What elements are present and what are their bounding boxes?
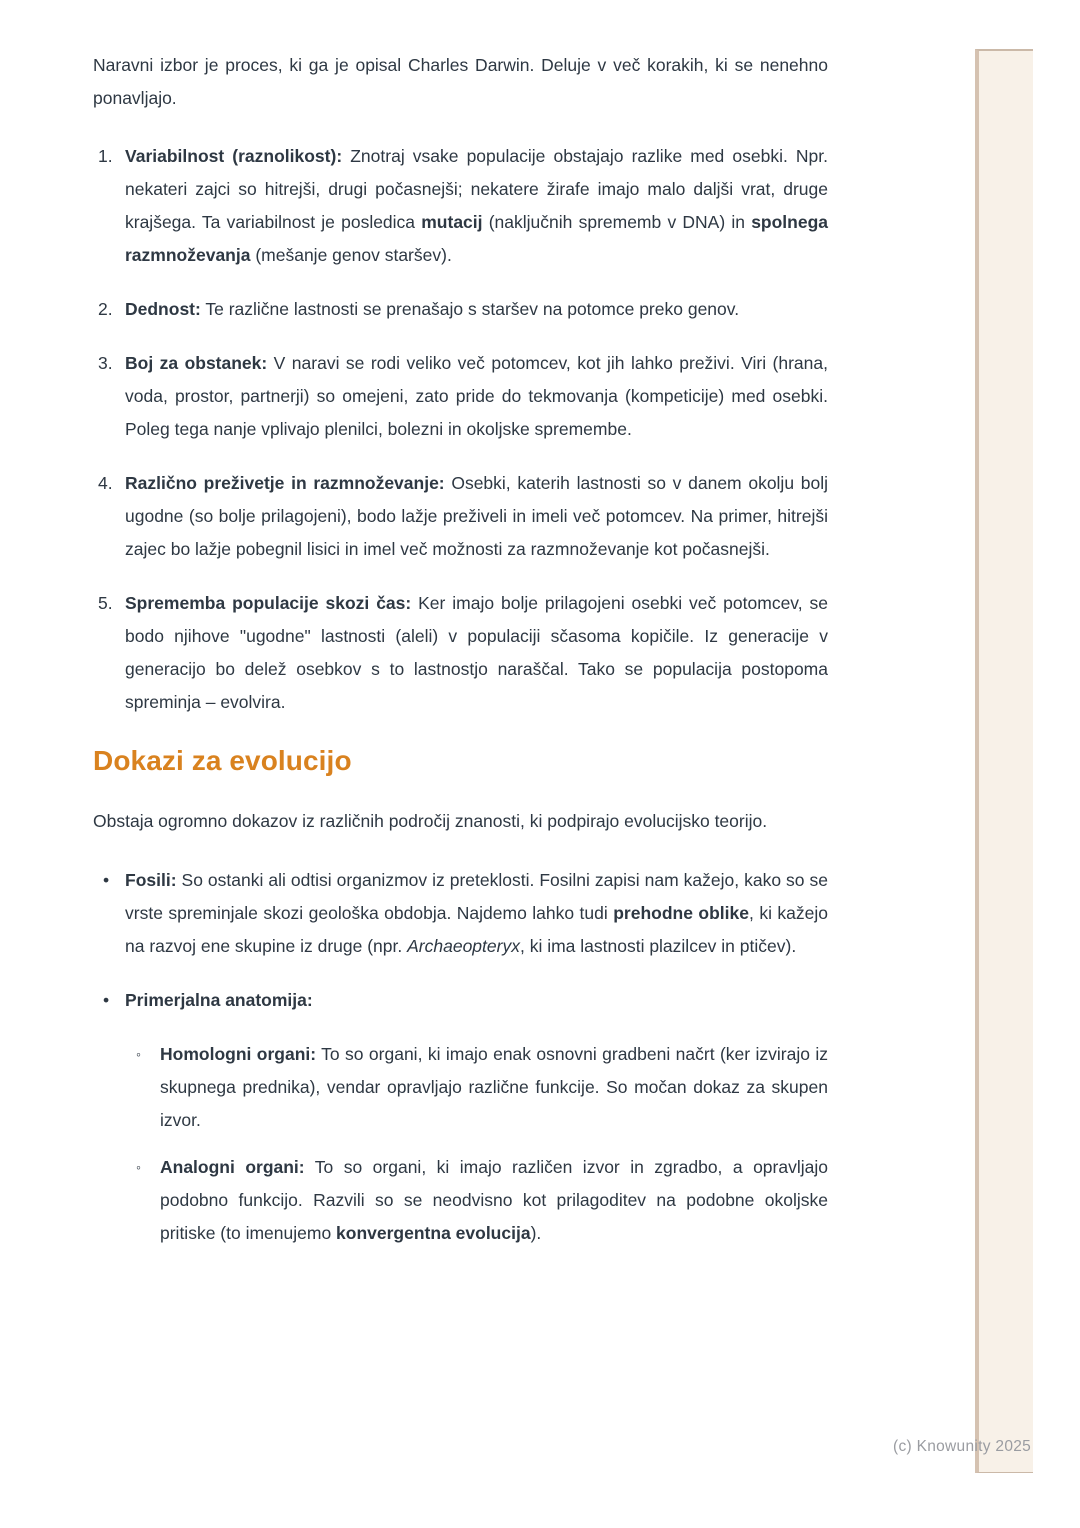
section-intro-paragraph: Obstaja ogromno dokazov iz različnih področij znanosti, ki podpirajo evolucijsko teorijo.: [93, 811, 768, 831]
section-heading: Dokazi za evolucijo: [93, 745, 352, 776]
list-item: [93, 467, 828, 566]
list-item-text: Boj za obstanek: V naravi se rodi veliko več potomcev, kot jih lahko preživi. Viri (hrana, voda, prostor, partnerji) so omejeni, zato pride do tekmovanja (kompeticije) med osebki. Poleg tega nanje vplivajo plenilci, bolezni in okoljske spremembe.: [125, 353, 828, 439]
bullet-item: [93, 984, 828, 1250]
sub-bullet-item: [135, 1151, 828, 1250]
sub-bullet-item-text: Homologni organi: To so organi, ki imajo enak osnovni gradbeni načrt (ker izvirajo iz skupnega prednika), vendar opravljajo različne funkcije. So močan dokaz za skupen izvor.: [160, 1044, 828, 1130]
list-item-text: Dednost: Te različne lastnosti se prenašajo s staršev na potomce preko genov.: [125, 299, 740, 319]
bullet-item-label: Primerjalna anatomija:: [125, 990, 313, 1010]
bullet-item-text: [125, 984, 828, 1250]
list-item-number: 3.: [98, 353, 113, 373]
sub-bullet-item: [135, 1038, 828, 1137]
list-item-number: 4.: [98, 473, 113, 493]
list-item-number: 5.: [98, 593, 113, 613]
sub-bullet-item-text: Analogni organi: To so organi, ki imajo različen izvor in zgradbo, a opravljajo podobno funkcijo. Razvili so se neodvisno kot prilagoditev na podobne okoljske pritiske (to imenujemo konvergentna evolucija).: [160, 1157, 828, 1243]
watermark-text: (c) Knowunity 2025: [893, 1438, 1032, 1455]
disc-bullet-icon: •: [103, 870, 110, 890]
list-item: [93, 347, 828, 446]
bullet-item: [93, 864, 828, 963]
list-item-number: 2.: [98, 299, 113, 319]
intro-paragraph: Naravni izbor je proces, ki ga je opisal Charles Darwin. Deluje v več korakih, ki se nenehno ponavljajo.: [93, 55, 828, 108]
list-item: [93, 293, 828, 326]
numbered-list: [93, 140, 828, 719]
page-edge-stripe: [975, 49, 1033, 1473]
list-item: [93, 587, 828, 719]
circle-bullet-icon: ◦: [136, 1159, 141, 1175]
list-item-number: 1.: [98, 146, 113, 166]
document-page-content: [93, 49, 828, 1271]
list-item-text: Sprememba populacije skozi čas: Ker imajo bolje prilagojeni osebki več potomcev, se bodo njihove "ugodne" lastnosti (aleli) v populaciji sčasoma kopičile. Iz generacije v generacijo bo delež osebkov s to lastnostjo naraščal. Tako se populacija postopoma spreminja – evolvira.: [125, 593, 828, 712]
bullet-list: [93, 864, 828, 1250]
bullet-item-text: Fosili: So ostanki ali odtisi organizmov iz preteklosti. Fosilni zapisi nam kažejo, kako so se vrste spreminjale skozi geološka obdobja. Najdemo lahko tudi prehodne oblike, ki kažejo na razvoj ene skupine iz druge (npr. Archaeopteryx, ki ima lastnosti plazilcev in ptičev).: [125, 870, 829, 956]
list-item-text: Variabilnost (raznolikost): Znotraj vsake populacije obstajajo razlike med osebki. Npr. nekateri zajci so hitrejši, drugi počasnejši; nekatere žirafe imajo malo daljši vrat, druge krajšega. Ta variabilnost je posledica mutacij (naključnih sprememb v DNA) in spolnega razmnoževanja (mešanje genov staršev).: [125, 146, 829, 265]
circle-bullet-icon: ◦: [136, 1046, 141, 1062]
sub-bullet-list: [135, 1038, 828, 1250]
list-item-text: Različno preživetje in razmnoževanje: Osebki, katerih lastnosti so v danem okolju bolj ugodne (so bolje prilagojeni), bodo lažje preživeli in imeli več potomcev. Na primer, hitrejši zajec bo lažje pobegnil lisici in imel več možnosti za razmnoževanje kot počasnejši.: [125, 473, 828, 559]
disc-bullet-icon: •: [103, 990, 110, 1010]
list-item: [93, 140, 828, 272]
